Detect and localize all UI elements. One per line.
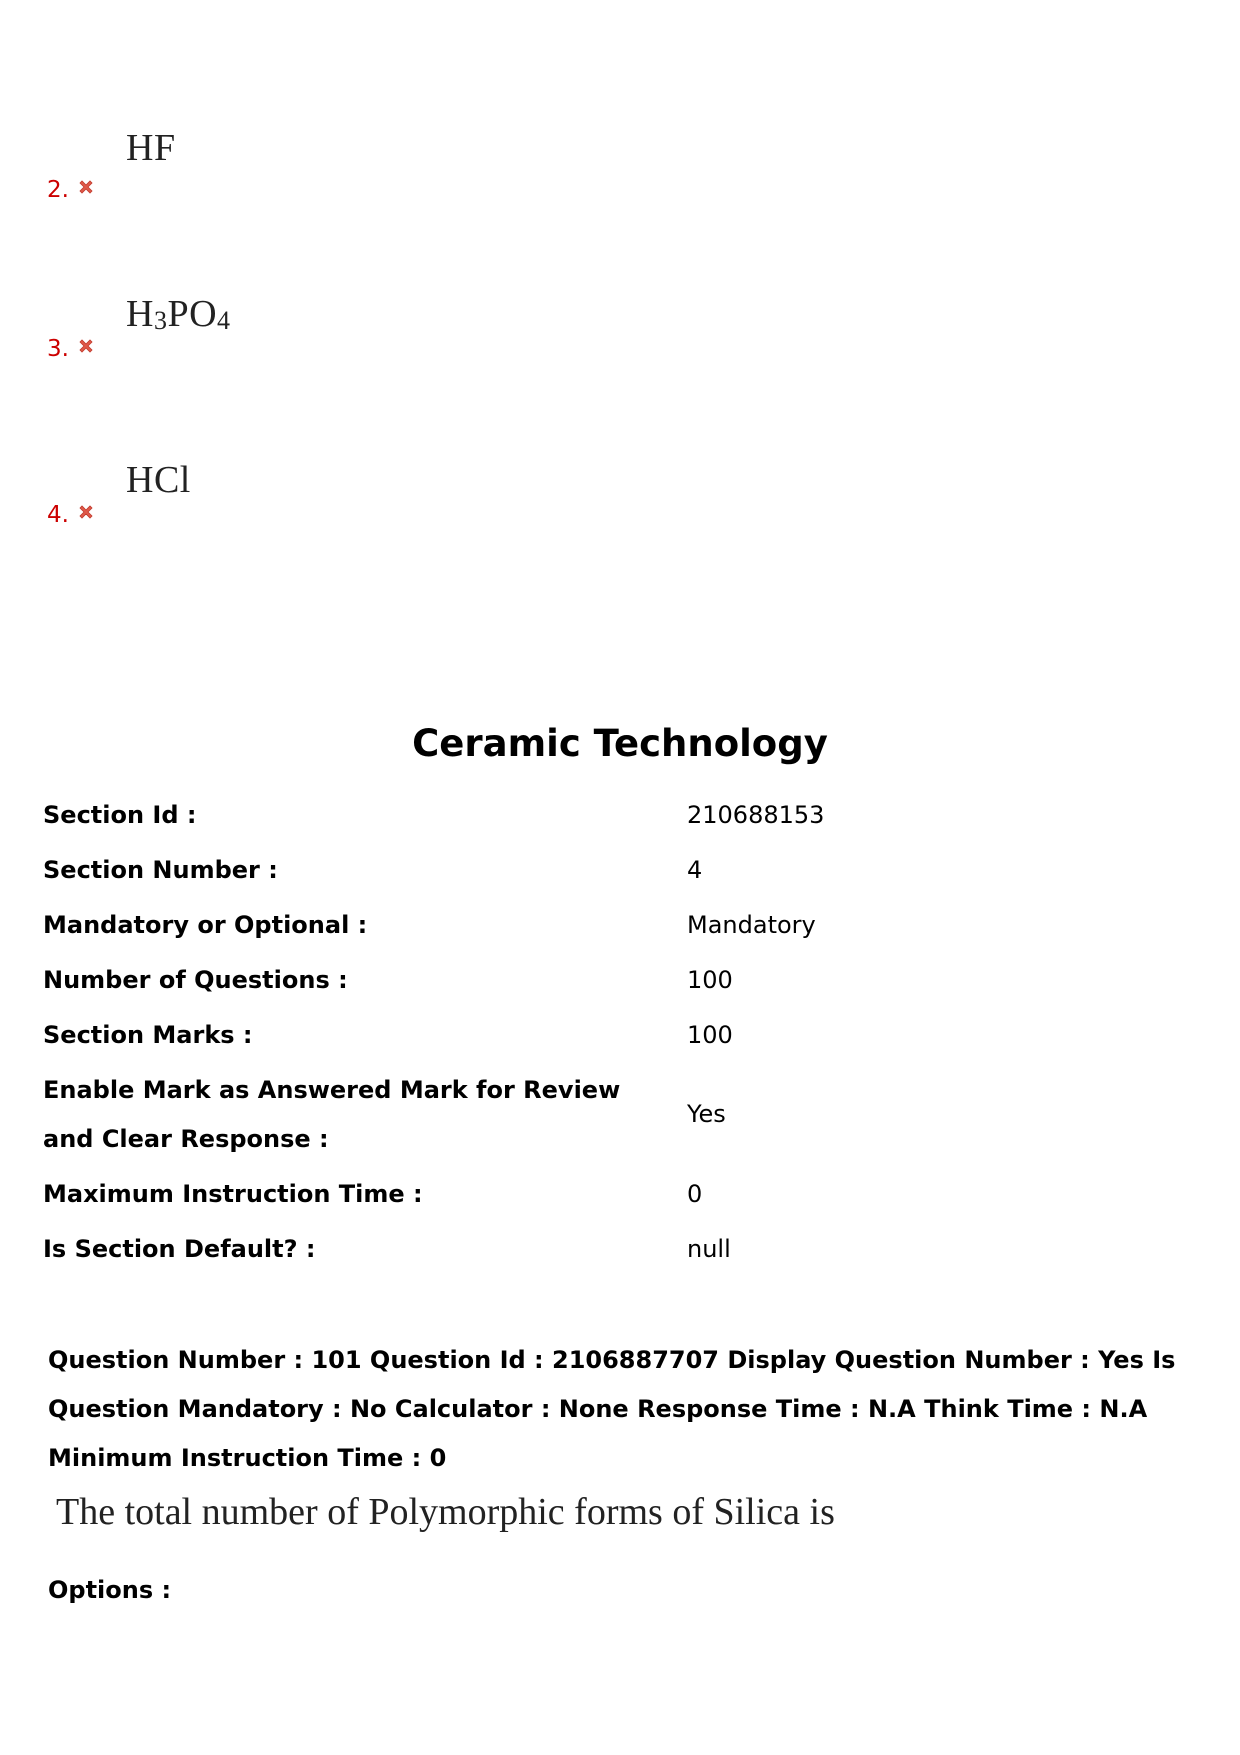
- info-value: 210688153: [687, 801, 825, 829]
- formula-part: H: [126, 293, 154, 335]
- option-number: 3.: [47, 336, 69, 362]
- question-metadata: Question Number : 101 Question Id : 2106887707 Display Question Number : Yes Is Question Mandatory : No Calculator : None Response Time : N.A Think Time : N.A Minimum Instruction Time : 0: [48, 1346, 1176, 1472]
- info-label: Mandatory or Optional :: [43, 911, 368, 939]
- info-label: Section Id :: [43, 801, 197, 829]
- option-text: HF: [126, 127, 176, 169]
- info-label: Is Section Default? :: [43, 1235, 316, 1263]
- info-value: 100: [687, 966, 733, 994]
- info-value: 4: [687, 856, 703, 884]
- incorrect-cross-icon: [77, 178, 95, 196]
- option-number: 2.: [47, 177, 69, 203]
- formula-subscript: 4: [217, 306, 231, 335]
- incorrect-cross-icon: [77, 503, 95, 521]
- formula-subscript: 3: [153, 306, 168, 335]
- options-label: Options :: [48, 1576, 172, 1604]
- formula-part: PO: [167, 293, 218, 335]
- info-label: Enable Mark as Answered Mark for Review and Clear Response :: [43, 1076, 621, 1153]
- info-value: Mandatory: [687, 911, 816, 939]
- option-text: [126, 292, 231, 336]
- question-text: The total number of Polymorphic forms of Silica is: [56, 1491, 835, 1533]
- info-label: Number of Questions :: [43, 966, 348, 994]
- info-value: Yes: [687, 1100, 726, 1128]
- option-number: 4.: [47, 502, 69, 528]
- section-title: Ceramic Technology: [412, 722, 828, 765]
- info-label: Section Marks :: [43, 1021, 253, 1049]
- info-value: null: [687, 1235, 731, 1263]
- info-label: Section Number :: [43, 856, 278, 884]
- incorrect-cross-icon: [77, 337, 95, 355]
- info-label: Maximum Instruction Time :: [43, 1180, 423, 1208]
- info-value: 100: [687, 1021, 733, 1049]
- info-value: 0: [687, 1180, 703, 1208]
- option-text: HCl: [126, 459, 191, 501]
